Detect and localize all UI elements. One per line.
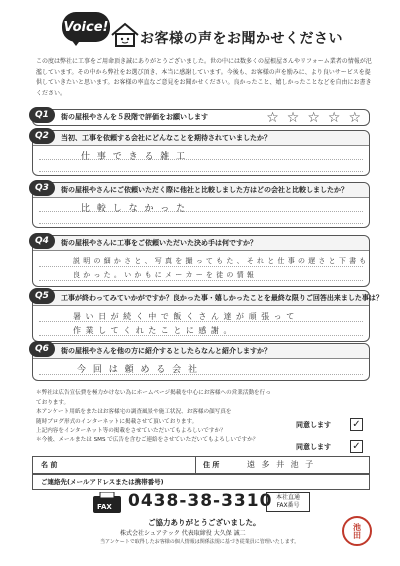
customer-info-row (32, 456, 370, 474)
intro-text: この度は弊社に工事をご用命頂き誠にありがとうございました。世の中には数多くの屋根屋さんやリフォーム業者の情報が氾濫しています。その中から弊社をお選び頂き、本当に感謝しています。今後も、お客様の声を励みに、より良いサービスを提供していきたいと思います。お客様の率直なご意見をお聞かせください。良かったこと、嬉しかったことなどを自由にお書きください。 (36, 58, 372, 97)
question-text: 街の屋根やさんを５段階で評価をお願いします (61, 113, 208, 121)
sms-notice: ＊今後、メールまたは SMS で広告を含むご連絡をさせていただいてもよろしいですか？ (36, 437, 259, 443)
thanks-message: ご協力ありがとうございました。 (148, 518, 261, 527)
star-icon[interactable]: ☆ (327, 110, 341, 126)
address-label: 住 所 (203, 461, 220, 469)
page-title: お客様の声をお聞かせください (140, 31, 343, 47)
star-icon[interactable]: ☆ (286, 110, 300, 126)
personal-seal-stamp: 池田 (342, 516, 372, 546)
contact-field[interactable] (193, 475, 369, 489)
address-field[interactable]: 遠 多 井 池 子 (247, 460, 316, 469)
agree-checkbox-publication[interactable] (350, 418, 363, 431)
answer-handwriting-line1[interactable]: 暑 い 日 が 続 く 中 で 飯 く さ ん 達 が 頑 張 っ て (73, 312, 296, 321)
question-block-q6 (32, 343, 370, 381)
question-text: 街の屋根やさんにご依頼いただく際に他社と比較しました方はどの会社と比較しましたか？ (61, 186, 348, 194)
question-number: Q3 (29, 180, 55, 196)
check-icon: ✓ (352, 419, 361, 430)
answer-handwriting-line2[interactable]: 良 か っ た 。 い か も に メ ー カ ー を 徒 の 情 報 (73, 271, 255, 279)
check-icon: ✓ (352, 441, 361, 452)
contact-row (32, 474, 370, 490)
answer-handwriting[interactable]: 今 回 は 頼 め る 会 社 (77, 365, 200, 375)
hq-fax-label: 本社直通 FAX番号 (266, 492, 310, 512)
speech-tail-icon (70, 38, 82, 46)
star-icon[interactable]: ☆ (266, 110, 279, 126)
fax-number: 0438-38-3310 (128, 491, 273, 511)
privacy-notice: 当アンケートで取得したお客様の個人情報は関係法規に基づき従業員に管理いたします。 (100, 539, 300, 545)
question-block-q2 (32, 130, 370, 176)
question-text: 街の屋根やさんに工事をご依頼いただいた決め手は何ですか？ (61, 239, 257, 247)
answer-handwriting-line2[interactable]: 作 業 し て く れ た こ と に 感 謝 。 (73, 326, 233, 335)
answer-handwriting-line1[interactable]: 説 明 の 細 か さ と 、 写 真 を 撮 っ て も た 、 そ れ と 仕 事 の 遅 さ と 下 書 も (73, 257, 367, 265)
publication-notice: ＊弊社は広告宣伝費を極力かけない為にホームページ掲載を中心にお客様への営業活動を行っております。 本アンケート用紙をまたはお客様宅の調査風景や施工状況、お客様の顔写真を 随時ブログ形式のインターネットに掲載させて頂いております。 上記内容をインターネット等の掲載をさせていただいてもよろしいですか？ (36, 390, 271, 434)
answer-handwriting[interactable]: 比 較 し な か っ た (81, 204, 188, 214)
question-number: Q4 (29, 233, 55, 249)
fax-badge: FAX (97, 503, 112, 511)
company-name: 株式会社シュアテック 代表取締役 大久保 誠二 (120, 530, 246, 537)
name-label: 名 前 (41, 461, 58, 469)
house-icon (110, 22, 140, 48)
question-number: Q6 (29, 341, 55, 357)
question-text: 当初、工事を依頼する会社にどんなことを期待されていましたか？ (61, 134, 271, 142)
question-number: Q5 (29, 288, 55, 304)
star-icon[interactable]: ☆ (307, 110, 320, 126)
question-number: Q1 (29, 107, 55, 123)
question-block-q1 (32, 109, 370, 126)
agree-label-publication: 同意します (296, 421, 331, 429)
question-block-q4 (32, 235, 370, 287)
rating-stars[interactable] (266, 110, 361, 126)
agree-label-sms: 同意します (296, 443, 331, 451)
question-text: 街の屋根やさんを他の方に紹介するとしたらなんと紹介しますか？ (61, 347, 271, 355)
star-icon[interactable]: ☆ (348, 110, 361, 126)
question-text: 工事が終わってみていかがですか？良かった事・嬉しかったことを最終な限りご回答出来ました事は？ (61, 294, 383, 302)
question-block-q3 (32, 182, 370, 228)
contact-label: ご連絡先(メールアドレスまたは携帯番号) (41, 478, 164, 486)
voice-badge: Voice! (62, 12, 110, 42)
question-number: Q2 (29, 128, 55, 144)
question-block-q5 (32, 290, 383, 342)
name-field[interactable] (75, 457, 195, 473)
agree-checkbox-sms[interactable] (350, 440, 363, 453)
answer-handwriting[interactable]: 仕 事 で き る 雑 工 (81, 152, 188, 162)
